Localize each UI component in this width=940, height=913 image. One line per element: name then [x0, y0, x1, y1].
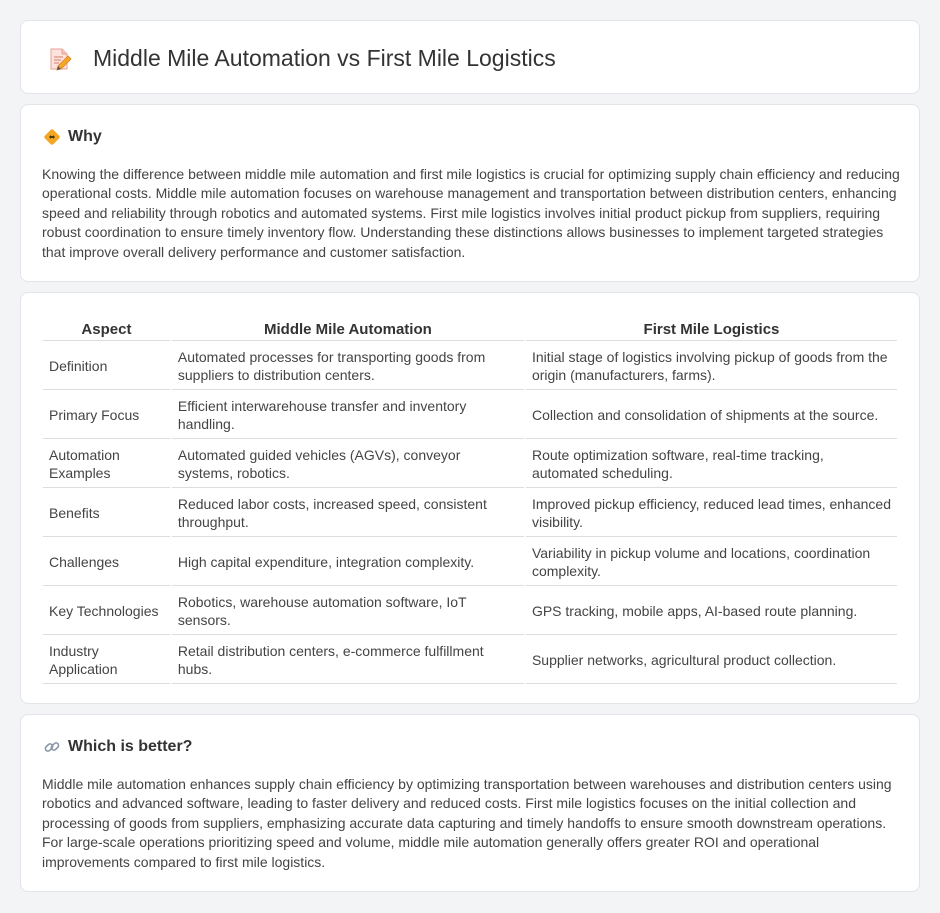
middle-mile-cell: Automated guided vehicles (AGVs), conveyor systems, robotics. [172, 441, 524, 488]
page-title: Middle Mile Automation vs First Mile Logistics [93, 45, 556, 71]
first-mile-cell: GPS tracking, mobile apps, AI-based route planning. [526, 588, 897, 635]
table-row [43, 343, 897, 390]
aspect-cell: Key Technologies [43, 588, 170, 635]
middle-mile-cell: High capital expenditure, integration complexity. [172, 539, 524, 586]
diamond-arrows-icon [43, 128, 61, 146]
table-row [43, 392, 897, 439]
first-mile-cell: Initial stage of logistics involving pickup of goods from the origin (manufacturers, farms). [526, 343, 897, 390]
better-text: Middle mile automation enhances supply chain efficiency by optimizing transportation between warehouses and distribution centers using robotics and advanced software, leading to faster delivery and reduced costs. First mile logistics focuses on the initial collection and processing of goods from suppliers, emphasizing accurate data capturing and timely handoffs to ensure smooth downstream operations. For large-scale operations prioritizing speed and volume, middle mile automation generally offers greater ROI and operational improvements compared to first mile logistics. [42, 776, 892, 870]
table-row [43, 539, 897, 586]
header-first-mile: First Mile Logistics [526, 317, 897, 341]
link-icon [43, 738, 61, 756]
title-row [47, 45, 556, 72]
table-row [43, 490, 897, 537]
better-title: Which is better? [68, 738, 193, 755]
title-card [20, 20, 920, 94]
table-row [43, 588, 897, 635]
middle-mile-cell: Reduced labor costs, increased speed, consistent throughput. [172, 490, 524, 537]
first-mile-cell: Route optimization software, real-time tracking, automated scheduling. [526, 441, 897, 488]
middle-mile-cell: Automated processes for transporting goods from suppliers to distribution centers. [172, 343, 524, 390]
table-header-row [43, 317, 897, 341]
aspect-cell: Benefits [43, 490, 170, 537]
better-heading [43, 738, 192, 756]
table-row [43, 637, 897, 684]
middle-mile-cell: Retail distribution centers, e-commerce fulfillment hubs. [172, 637, 524, 684]
aspect-cell: Definition [43, 343, 170, 390]
why-heading [43, 128, 102, 146]
header-middle-mile: Middle Mile Automation [172, 317, 524, 341]
which-is-better-section [20, 714, 920, 892]
why-text: Knowing the difference between middle mile automation and first mile logistics is crucial for optimizing supply chain efficiency and reducing operational costs. Middle mile automation focuses on warehouse management and transportation between distribution centers, enhancing speed and reliability through robotics and automated systems. First mile logistics involves initial product pickup from suppliers, requiring robust coordination to ensure timely inventory flow. Understanding these distinctions allows businesses to implement targeted strategies that improve overall delivery performance and customer satisfaction. [42, 166, 900, 260]
first-mile-cell: Variability in pickup volume and locations, coordination complexity. [526, 539, 897, 586]
header-aspect: Aspect [43, 317, 170, 341]
first-mile-cell: Supplier networks, agricultural product collection. [526, 637, 897, 684]
aspect-cell: Primary Focus [43, 392, 170, 439]
comparison-table [41, 315, 899, 686]
aspect-cell: Industry Application [43, 637, 170, 684]
middle-mile-cell: Efficient interwarehouse transfer and inventory handling. [172, 392, 524, 439]
first-mile-cell: Improved pickup efficiency, reduced lead times, enhanced visibility. [526, 490, 897, 537]
aspect-cell: Automation Examples [43, 441, 170, 488]
first-mile-cell: Collection and consolidation of shipments at the source. [526, 392, 897, 439]
comparison-table-card [20, 292, 920, 704]
aspect-cell: Challenges [43, 539, 170, 586]
document-edit-icon [47, 46, 73, 72]
why-title: Why [68, 128, 102, 145]
why-section [20, 104, 920, 282]
table-row [43, 441, 897, 488]
middle-mile-cell: Robotics, warehouse automation software, IoT sensors. [172, 588, 524, 635]
